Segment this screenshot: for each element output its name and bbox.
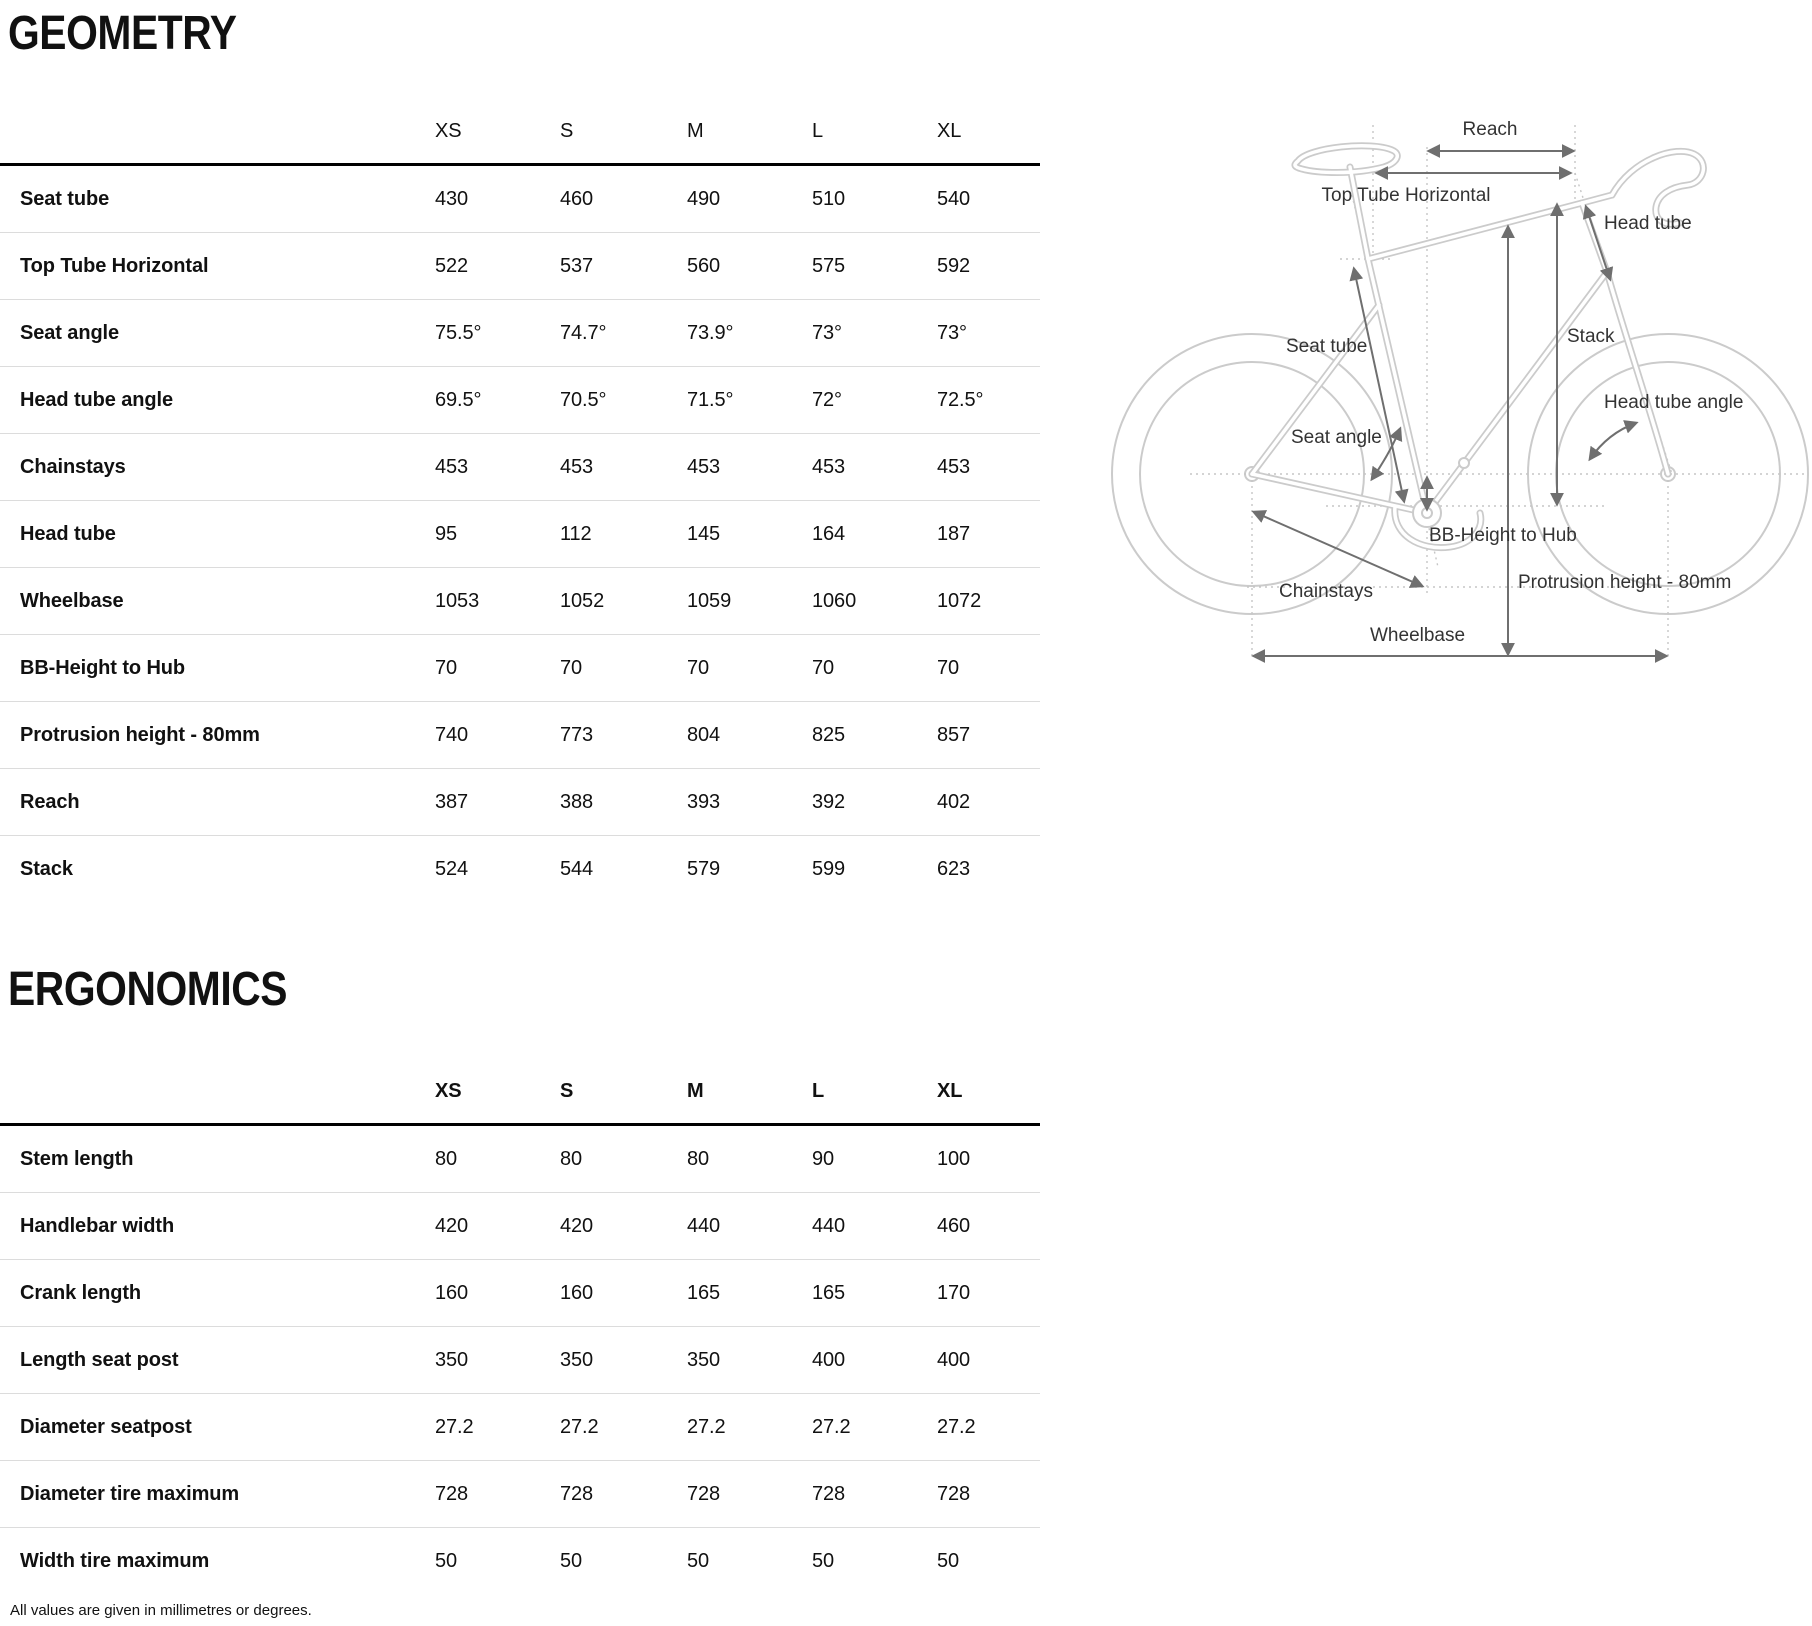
row-label: Head tube angle (20, 388, 173, 411)
cell-value: 728 (687, 1482, 721, 1505)
table-row (0, 702, 1040, 769)
table-row (0, 1461, 1040, 1528)
cell-value: 420 (435, 1214, 469, 1237)
cell-value: 623 (937, 857, 971, 880)
cell-value: 75.5° (435, 321, 482, 344)
row-label: Seat angle (20, 321, 120, 344)
cell-value: 100 (937, 1147, 971, 1170)
cell-value: 112 (560, 522, 592, 545)
cell-value: 460 (937, 1214, 971, 1237)
cell-value: 73° (937, 321, 967, 344)
cell-value: 453 (687, 455, 721, 478)
ergonomics-table (0, 1060, 1040, 1594)
cell-value: 728 (937, 1482, 971, 1505)
cell-value: 165 (687, 1281, 721, 1304)
table-row (0, 635, 1040, 702)
cell-value: 74.7° (560, 321, 607, 344)
cell-value: 70 (812, 656, 835, 679)
cell-value: 440 (687, 1214, 721, 1237)
row-label: Reach (20, 790, 80, 813)
row-label: Wheelbase (20, 589, 124, 612)
table-row (0, 233, 1040, 300)
cell-value: 50 (812, 1549, 835, 1572)
cell-value: 27.2 (687, 1415, 726, 1438)
cell-value: 857 (937, 723, 971, 746)
cell-value: 80 (687, 1147, 710, 1170)
cell-value: 579 (687, 857, 721, 880)
cell-value: 522 (435, 254, 469, 277)
cell-value: 73.9° (687, 321, 734, 344)
cell-value: 27.2 (560, 1415, 599, 1438)
row-label: Diameter tire maximum (20, 1482, 240, 1505)
cell-value: 160 (560, 1281, 594, 1304)
cell-value: 453 (812, 455, 846, 478)
table-row (0, 367, 1040, 434)
cell-value: 400 (812, 1348, 846, 1371)
cell-value: 453 (560, 455, 594, 478)
stack-label: Stack (1567, 326, 1615, 347)
cell-value: 560 (687, 254, 721, 277)
cell-value: 72° (812, 388, 842, 411)
table-row (0, 1260, 1040, 1327)
row-label: Stack (20, 857, 73, 880)
cell-value: 70 (435, 656, 458, 679)
column-header-s: S (560, 120, 574, 142)
cell-value: 27.2 (812, 1415, 851, 1438)
cell-value: 187 (937, 522, 971, 545)
cell-value: 510 (812, 187, 846, 210)
column-header-xs: XS (435, 1080, 462, 1102)
cell-value: 728 (812, 1482, 846, 1505)
cell-value: 393 (687, 790, 721, 813)
table-row (0, 1528, 1040, 1594)
cell-value: 392 (812, 790, 846, 813)
column-header-xl: XL (937, 1080, 963, 1102)
cell-value: 170 (937, 1281, 971, 1304)
cell-value: 164 (812, 522, 846, 545)
cell-value: 1059 (687, 589, 732, 612)
bike-geometry-diagram (1040, 55, 1812, 675)
cell-value: 71.5° (687, 388, 734, 411)
table-row (0, 1126, 1040, 1193)
cell-value: 80 (560, 1147, 583, 1170)
cell-value: 544 (560, 857, 594, 880)
cell-value: 73° (812, 321, 842, 344)
column-header-s: S (560, 1080, 574, 1102)
reach-label: Reach (1462, 119, 1518, 140)
cell-value: 1060 (812, 589, 857, 612)
cell-value: 740 (435, 723, 469, 746)
table-row (0, 1327, 1040, 1394)
table-row (0, 501, 1040, 568)
head-tube-angle-arc (1590, 423, 1636, 459)
cell-value: 165 (812, 1281, 846, 1304)
column-header-xl: XL (937, 120, 962, 142)
cell-value: 70.5° (560, 388, 607, 411)
cell-value: 540 (937, 187, 971, 210)
cell-value: 524 (435, 857, 469, 880)
chainstays-label: Chainstays (1279, 581, 1373, 602)
row-label: BB-Height to Hub (20, 656, 186, 679)
column-header-l: L (812, 120, 824, 142)
table-row (0, 1193, 1040, 1260)
row-label: Stem length (20, 1147, 134, 1170)
cell-value: 70 (560, 656, 583, 679)
head-tube-angle-label: Head tube angle (1604, 392, 1744, 413)
cell-value: 70 (937, 656, 960, 679)
cell-value: 350 (687, 1348, 721, 1371)
cell-value: 27.2 (435, 1415, 474, 1438)
cell-value: 490 (687, 187, 721, 210)
row-label: Diameter seatpost (20, 1415, 192, 1438)
table-row (0, 836, 1040, 902)
cell-value: 50 (687, 1549, 710, 1572)
cell-value: 72.5° (937, 388, 984, 411)
seat-tube-label: Seat tube (1286, 336, 1368, 357)
cell-value: 50 (435, 1549, 458, 1572)
row-label: Crank length (20, 1281, 142, 1304)
cell-value: 537 (560, 254, 594, 277)
row-label: Length seat post (20, 1348, 179, 1371)
diagram-labels (1279, 119, 1743, 646)
row-label: Protrusion height - 80mm (20, 723, 260, 746)
column-header-m: M (687, 120, 704, 142)
cell-value: 453 (937, 455, 971, 478)
cell-value: 69.5° (435, 388, 482, 411)
row-label: Width tire maximum (20, 1549, 210, 1572)
cell-value: 575 (812, 254, 846, 277)
cell-value: 1072 (937, 589, 982, 612)
row-label: Chainstays (20, 455, 126, 478)
column-header-l: L (812, 1080, 825, 1102)
cell-value: 387 (435, 790, 469, 813)
geometry-table-header (0, 100, 1040, 166)
row-label: Seat tube (20, 187, 110, 210)
geometry-table (0, 100, 1040, 902)
cell-value: 50 (560, 1549, 583, 1572)
table-row (0, 300, 1040, 367)
cell-value: 592 (937, 254, 971, 277)
cell-value: 773 (560, 723, 594, 746)
table-row (0, 434, 1040, 501)
head-tube-label: Head tube (1604, 213, 1692, 234)
cell-value: 350 (435, 1348, 469, 1371)
seat-angle-label: Seat angle (1291, 427, 1382, 448)
geometry-section-title: GEOMETRY (8, 7, 237, 60)
cell-value: 350 (560, 1348, 594, 1371)
cell-value: 728 (560, 1482, 594, 1505)
bb-height-to-hub-label: BB-Height to Hub (1429, 525, 1577, 546)
cell-value: 825 (812, 723, 846, 746)
table-row (0, 568, 1040, 635)
cell-value: 460 (560, 187, 594, 210)
column-header-m: M (687, 1080, 704, 1102)
units-footnote: All values are given in millimetres or degrees. (10, 1602, 312, 1619)
top-tube-horizontal-label: Top Tube Horizontal (1321, 185, 1491, 206)
cell-value: 728 (435, 1482, 469, 1505)
cell-value: 160 (435, 1281, 469, 1304)
cell-value: 90 (812, 1147, 835, 1170)
cell-value: 430 (435, 187, 469, 210)
ergonomics-table-header (0, 1060, 1040, 1126)
cell-value: 70 (687, 656, 710, 679)
ergonomics-section-title: ERGONOMICS (8, 963, 288, 1016)
cell-value: 80 (435, 1147, 458, 1170)
cell-value: 145 (687, 522, 721, 545)
table-row (0, 166, 1040, 233)
cell-value: 420 (560, 1214, 594, 1237)
table-row (0, 769, 1040, 836)
cell-value: 453 (435, 455, 469, 478)
cell-value: 1053 (435, 589, 480, 612)
cell-value: 440 (812, 1214, 846, 1237)
cell-value: 388 (560, 790, 594, 813)
wheelbase-label: Wheelbase (1370, 625, 1466, 646)
cell-value: 95 (435, 522, 458, 545)
cell-value: 804 (687, 723, 721, 746)
table-row (0, 1394, 1040, 1461)
cell-value: 402 (937, 790, 971, 813)
cell-value: 1052 (560, 589, 605, 612)
protrusion-height-label: Protrusion height - 80mm (1518, 572, 1732, 593)
column-header-xs: XS (435, 120, 462, 142)
cell-value: 599 (812, 857, 846, 880)
cell-value: 50 (937, 1549, 960, 1572)
cell-value: 27.2 (937, 1415, 976, 1438)
row-label: Top Tube Horizontal (20, 254, 209, 277)
row-label: Handlebar width (20, 1214, 175, 1237)
row-label: Head tube (20, 522, 116, 545)
cell-value: 400 (937, 1348, 971, 1371)
